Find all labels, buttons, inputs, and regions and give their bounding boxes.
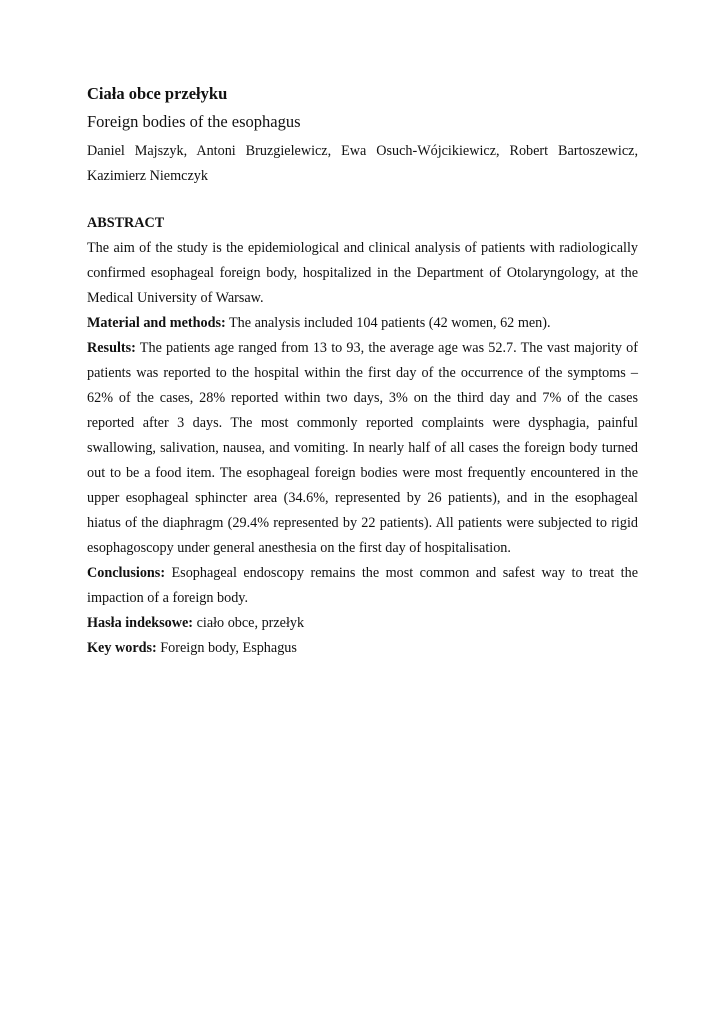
title-english: Foreign bodies of the esophagus bbox=[87, 112, 301, 131]
abstract-results bbox=[87, 336, 638, 561]
keywords-english bbox=[87, 636, 638, 661]
abstract-aim: The aim of the study is the epidemiological and clinical analysis of patients with radiologically confirmed esophageal foreign body, hospitalized in the Department of Otolaryngology, at the Medical University of Warsaw. bbox=[87, 240, 638, 306]
methods-text: The analysis included 104 patients (42 women, 62 men). bbox=[225, 315, 551, 331]
title-polish: Ciała obce przełyku bbox=[87, 84, 228, 103]
keywords-pl-label: Hasła indeksowe: bbox=[87, 615, 194, 631]
conclusions-text: Esophageal endoscopy remains the most common and safest way to treat the impaction of a foreign body. bbox=[87, 565, 638, 606]
paper-content bbox=[87, 83, 638, 661]
keywords-pl-text: ciało obce, przełyk bbox=[193, 615, 305, 631]
keywords-en-text: Foreign body, Esphagus bbox=[156, 640, 297, 656]
results-text: The patients age ranged from 13 to 93, the average age was 52.7. The vast majority of patients was reported to the hospital within the first day of the occurrence of the symptoms – 62% of the cases, 28% reported within two days, 3% on the third day and 7% of the cases reported after 3 days. The most commonly reported complaints were dysphagia, painful swallowing, salivation, nausea, and vomiting. In nearly half of all cases the foreign body turned out to be a food item. The esophageal foreign bodies were most frequently encountered in the upper esophageal sphincter area (34.6%, represented by 26 patients), and in the esophageal hiatus of the diaphragm (29.4% represented by 22 patients). All patients were subjected to rigid esophagoscopy under general anesthesia on the first day of hospitalisation. bbox=[87, 340, 638, 556]
conclusions-label: Conclusions: bbox=[87, 565, 166, 581]
author-list: Daniel Majszyk, Antoni Bruzgielewicz, Ewa Osuch-Wójcikiewicz, Robert Bartoszewicz, Kazimierz Niemczyk bbox=[87, 143, 638, 184]
abstract-heading: ABSTRACT bbox=[87, 215, 165, 231]
abstract-conclusions bbox=[87, 561, 638, 611]
abstract-methods bbox=[87, 311, 638, 336]
keywords-en-label: Key words: bbox=[87, 640, 157, 656]
methods-label: Material and methods: bbox=[87, 315, 226, 331]
keywords-polish bbox=[87, 611, 638, 636]
results-label: Results: bbox=[87, 340, 136, 356]
